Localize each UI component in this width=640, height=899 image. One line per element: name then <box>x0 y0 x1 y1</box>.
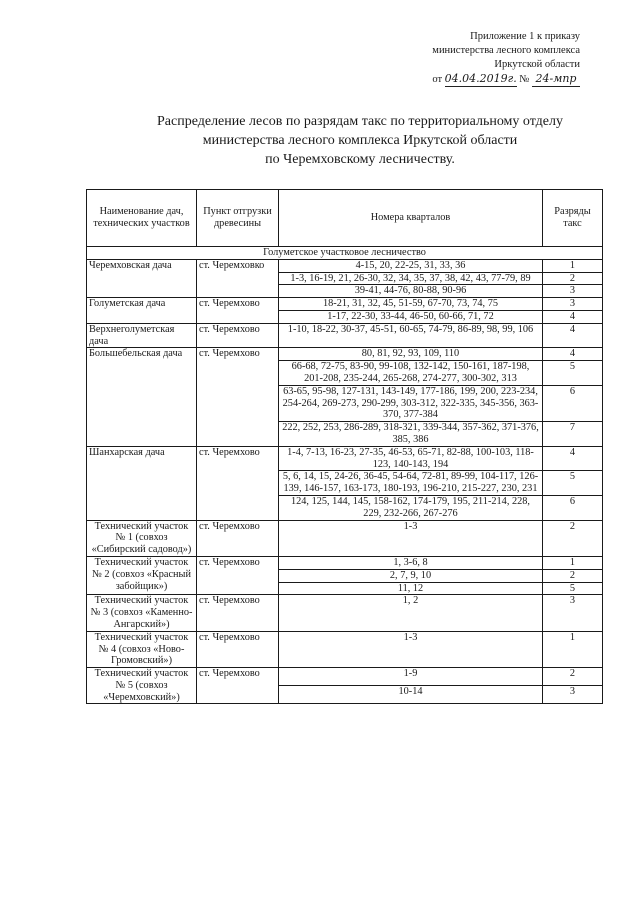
cell-rank: 7 <box>543 422 603 447</box>
cell-blocks: 1-17, 22-30, 33-44, 46-50, 60-66, 71, 72 <box>279 310 543 323</box>
cell-rank: 4 <box>543 348 603 361</box>
cell-blocks: 11, 12 <box>279 582 543 595</box>
cell-name: Шанхарская дача <box>87 446 197 520</box>
cell-name: Верхнеголуметская дача <box>87 323 197 348</box>
cell-blocks: 1, 3-6, 8 <box>279 556 543 569</box>
cell-rank: 5 <box>543 361 603 386</box>
cell-rank: 4 <box>543 310 603 323</box>
forestry-subheader: Голуметское участковое лесничество <box>87 247 603 260</box>
table-body <box>87 247 603 704</box>
cell-rank: 4 <box>543 323 603 348</box>
cell-blocks: 2, 7, 9, 10 <box>279 569 543 582</box>
cell-blocks: 63-65, 95-98, 127-131, 143-149, 177-186, 199, 200, 223-234, 254-264, 269-273, 290-299, 303-312, 322-335, 345-356, 363-370, 377-384 <box>279 385 543 421</box>
cell-blocks: 222, 252, 253, 286-289, 318-321, 339-344, 357-362, 371-376, 385, 386 <box>279 422 543 447</box>
number-label: № <box>519 74 530 85</box>
cell-rank: 6 <box>543 495 603 520</box>
header-rank: Разряды такс <box>543 190 603 247</box>
cell-rank: 3 <box>543 595 603 631</box>
cell-blocks: 1, 2 <box>279 595 543 631</box>
cell-blocks: 80, 81, 92, 93, 109, 110 <box>279 348 543 361</box>
appendix-line-1: Приложение 1 к приказу <box>470 31 580 42</box>
cell-blocks: 18-21, 31, 32, 45, 51-59, 67-70, 73, 74, 75 <box>279 298 543 311</box>
cell-point: ст. Черемхово <box>197 446 279 520</box>
table-row <box>87 323 603 348</box>
cell-point: ст. Черемховко <box>197 259 279 297</box>
cell-blocks: 4-15, 20, 22-25, 31, 33, 36 <box>279 259 543 272</box>
title-line-1: Распределение лесов по разрядам такс по территориальному отделу <box>157 114 563 129</box>
table-row <box>87 348 603 361</box>
cell-rank: 3 <box>543 285 603 298</box>
cell-point: ст. Черемхово <box>197 595 279 631</box>
cell-blocks: 1-4, 7-13, 16-23, 27-35, 46-53, 65-71, 82-88, 100-103, 118-123, 140-143, 194 <box>279 446 543 471</box>
cell-point: ст. Черемхово <box>197 520 279 556</box>
appendix-line-3: Иркутской области <box>494 59 580 70</box>
table-header-row <box>87 190 603 247</box>
table-row <box>87 556 603 569</box>
cell-rank: 5 <box>543 582 603 595</box>
cell-rank: 2 <box>543 520 603 556</box>
cell-rank: 2 <box>543 272 603 285</box>
cell-rank: 1 <box>543 259 603 272</box>
cell-blocks: 1-9 <box>279 668 543 686</box>
table-row <box>87 631 603 667</box>
document-title <box>120 112 600 169</box>
cell-blocks: 124, 125, 144, 145, 158-162, 174-179, 195, 211-214, 228, 229, 232-266, 267-276 <box>279 495 543 520</box>
cell-point: ст. Черемхово <box>197 323 279 348</box>
cell-name: Технический участок № 1 (совхоз «Сибирский садовод») <box>87 520 197 556</box>
forest-rank-table <box>86 189 603 704</box>
cell-blocks: 1-3 <box>279 631 543 667</box>
table-row <box>87 668 603 686</box>
appendix-date-line <box>380 72 580 87</box>
subheader-row <box>87 247 603 260</box>
cell-rank: 3 <box>543 298 603 311</box>
cell-rank: 6 <box>543 385 603 421</box>
from-label: от <box>432 74 443 85</box>
cell-blocks: 1-3 <box>279 520 543 556</box>
order-date: 04.04.2019г. <box>444 72 517 85</box>
header-point: Пункт отгрузки древесины <box>197 190 279 247</box>
title-line-2: министерства лесного комплекса Иркутской области <box>202 133 518 148</box>
table-row <box>87 446 603 471</box>
order-number: 24-мпр <box>532 72 580 87</box>
cell-blocks: 10-14 <box>279 686 543 704</box>
cell-rank: 4 <box>543 446 603 471</box>
cell-name: Технический участок № 3 (совхоз «Каменно-Ангарский») <box>87 595 197 631</box>
table-row <box>87 595 603 631</box>
cell-blocks: 1-3, 16-19, 21, 26-30, 32, 34, 35, 37, 38, 42, 43, 77-79, 89 <box>279 272 543 285</box>
header-blocks: Номера кварталов <box>279 190 543 247</box>
table-row <box>87 259 603 272</box>
appendix-header <box>380 30 580 87</box>
title-line-3: по Черемховскому лесничеству. <box>265 152 455 167</box>
cell-blocks: 1-10, 18-22, 30-37, 45-51, 60-65, 74-79, 86-89, 98, 99, 106 <box>279 323 543 348</box>
table-row <box>87 520 603 556</box>
cell-point: ст. Черемхово <box>197 668 279 704</box>
cell-name: Технический участок № 4 (совхоз «Ново-Громовский») <box>87 631 197 667</box>
cell-blocks: 5, 6, 14, 15, 24-26, 36-45, 54-64, 72-81, 89-99, 104-117, 126-139, 146-157, 163-173, 180-193, 196-210, 215-227, 230, 231 <box>279 471 543 496</box>
cell-rank: 1 <box>543 556 603 569</box>
cell-name: Технический участок № 5 (совхоз «Черемховский») <box>87 668 197 704</box>
table-row <box>87 298 603 311</box>
cell-rank: 5 <box>543 471 603 496</box>
cell-blocks: 66-68, 72-75, 83-90, 99-108, 132-142, 150-161, 187-198, 201-208, 235-244, 265-268, 274-277, 300-302, 313 <box>279 361 543 386</box>
cell-name: Большебельская дача <box>87 348 197 446</box>
cell-name: Голуметская дача <box>87 298 197 324</box>
cell-name: Технический участок № 2 (совхоз «Красный забойщик») <box>87 556 197 594</box>
header-name: Наименование дач, технических участков <box>87 190 197 247</box>
cell-point: ст. Черемхово <box>197 631 279 667</box>
cell-rank: 2 <box>543 668 603 686</box>
cell-rank: 1 <box>543 631 603 667</box>
appendix-line-2: министерства лесного комплекса <box>432 45 580 56</box>
cell-point: ст. Черемхово <box>197 556 279 594</box>
cell-rank: 3 <box>543 686 603 704</box>
cell-name: Черемховская дача <box>87 259 197 297</box>
cell-point: ст. Черемхово <box>197 348 279 446</box>
cell-rank: 2 <box>543 569 603 582</box>
cell-blocks: 39-41, 44-76, 80-88, 90-96 <box>279 285 543 298</box>
cell-point: ст. Черемхово <box>197 298 279 324</box>
